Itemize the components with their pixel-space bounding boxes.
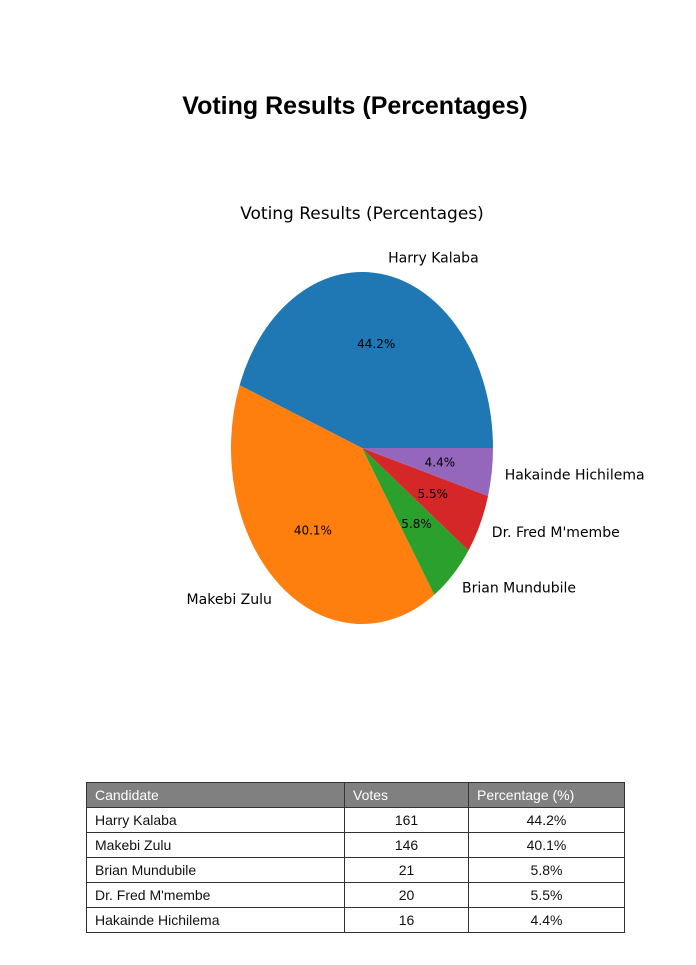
cell-candidate: Dr. Fred M'membe [87,883,345,908]
cell-candidate: Brian Mundubile [87,858,345,883]
cell-percentage: 5.8% [469,858,625,883]
slice-label-dr-fred-m-membe: Dr. Fred M'membe [491,525,620,542]
pie-slices [187,251,645,624]
cell-candidate: Makebi Zulu [87,833,345,858]
table-header-row [87,783,625,808]
pct-label-dr-fred-m-membe: 5.5% [417,486,449,501]
table-row [87,808,625,833]
pct-label-harry-kalaba: 44.2% [357,337,396,352]
slice-label-brian-mundubile: Brian Mundubile [462,580,577,597]
table-row [87,908,625,933]
slice-label-harry-kalaba: Harry Kalaba [388,250,479,267]
cell-percentage: 5.5% [469,883,625,908]
header-percentage: Percentage (%) [469,783,625,808]
cell-votes: 146 [345,833,469,858]
chart-title: Voting Results (Percentages) [240,204,484,224]
slice-label-hakainde-hichilema: Hakainde Hichilema [504,467,645,484]
cell-candidate: Hakainde Hichilema [87,908,345,933]
slice-label-makebi-zulu: Makebi Zulu [186,592,272,609]
page-title: Voting Results (Percentages) [182,92,528,120]
cell-votes: 20 [345,883,469,908]
header-candidate: Candidate [87,783,345,808]
pct-label-hakainde-hichilema: 4.4% [424,455,456,470]
pct-label-makebi-zulu: 40.1% [293,523,332,538]
cell-candidate: Harry Kalaba [87,808,345,833]
header-votes: Votes [345,783,469,808]
table-row [87,858,625,883]
cell-percentage: 40.1% [469,833,625,858]
table-row [87,833,625,858]
cell-votes: 16 [345,908,469,933]
pct-label-brian-mundubile: 5.8% [401,517,432,532]
cell-percentage: 4.4% [469,908,625,933]
results-table [86,782,625,933]
table-row [87,883,625,908]
cell-votes: 21 [345,858,469,883]
cell-percentage: 44.2% [469,808,625,833]
cell-votes: 161 [345,808,469,833]
